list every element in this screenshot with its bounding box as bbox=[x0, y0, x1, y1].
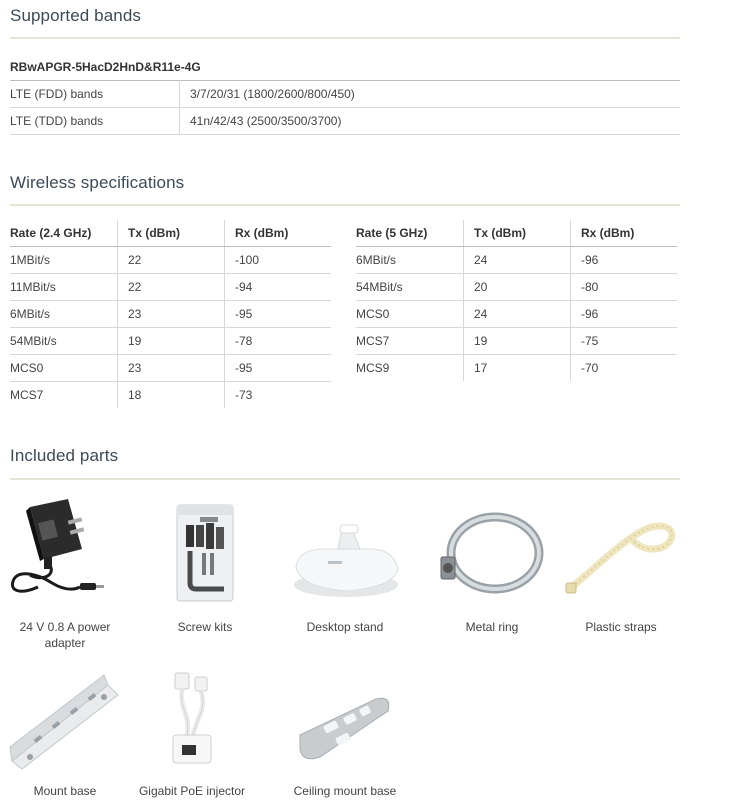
part-power-adapter bbox=[0, 495, 130, 655]
cell-tx: 19 bbox=[118, 328, 225, 355]
cell-rx: -75 bbox=[571, 328, 678, 355]
band-value: 41n/42/43 (2500/3500/3700) bbox=[180, 108, 681, 135]
cell-tx: 24 bbox=[464, 247, 571, 274]
cell-rx: -100 bbox=[225, 247, 332, 274]
part-caption: Desktop stand bbox=[306, 620, 384, 634]
cell-rate: MCS9 bbox=[356, 355, 464, 382]
power-adapter-icon bbox=[0, 495, 130, 605]
table-row bbox=[356, 301, 677, 328]
cell-rx: -95 bbox=[225, 301, 332, 328]
part-caption: Mount base bbox=[33, 784, 97, 798]
cell-rate: 11MBit/s bbox=[10, 274, 118, 301]
table-row bbox=[356, 328, 677, 355]
part-plastic-straps bbox=[556, 495, 686, 655]
cell-tx: 17 bbox=[464, 355, 571, 382]
cell-rx: -96 bbox=[571, 247, 678, 274]
desktop-stand-icon bbox=[280, 495, 410, 605]
table-row bbox=[10, 382, 331, 409]
cell-rate: 6MBit/s bbox=[356, 247, 464, 274]
table-header-row bbox=[10, 220, 331, 247]
wireless-rule bbox=[10, 204, 680, 206]
table-row bbox=[10, 274, 331, 301]
part-caption: 24 V 0.8 A power adapter bbox=[19, 620, 111, 650]
header-tx: Tx (dBm) bbox=[464, 220, 571, 247]
cell-rx: -95 bbox=[225, 355, 332, 382]
table-header-row bbox=[356, 220, 677, 247]
cell-tx: 23 bbox=[118, 355, 225, 382]
wireless-table-5ghz bbox=[356, 220, 677, 381]
supported-bands-title: Supported bands bbox=[10, 6, 141, 25]
cell-rate: 54MBit/s bbox=[10, 328, 118, 355]
screw-kit-icon bbox=[140, 495, 270, 605]
part-caption: Screw kits bbox=[177, 620, 233, 634]
table-row bbox=[10, 81, 680, 108]
cell-rate: MCS0 bbox=[356, 301, 464, 328]
header-rate: Rate (2.4 GHz) bbox=[10, 220, 118, 247]
cell-rate: MCS7 bbox=[10, 382, 118, 409]
ceiling-mount-icon bbox=[280, 665, 410, 775]
poe-injector-icon bbox=[127, 665, 257, 775]
cell-rate: 54MBit/s bbox=[356, 274, 464, 301]
part-caption: Plastic straps bbox=[585, 620, 657, 634]
mount-base-icon bbox=[0, 665, 130, 775]
bands-table bbox=[10, 80, 680, 135]
table-row bbox=[356, 274, 677, 301]
model-name: RBwAPGR-5HacD2HnD&R11e-4G bbox=[10, 60, 201, 74]
table-row bbox=[10, 247, 331, 274]
part-caption: Ceiling mount base bbox=[293, 784, 397, 798]
plastic-strap-icon bbox=[556, 495, 686, 605]
cell-tx: 19 bbox=[464, 328, 571, 355]
table-row bbox=[10, 355, 331, 382]
cell-tx: 24 bbox=[464, 301, 571, 328]
cell-tx: 23 bbox=[118, 301, 225, 328]
cell-rate: 1MBit/s bbox=[10, 247, 118, 274]
part-desktop-stand bbox=[280, 495, 410, 655]
table-row bbox=[356, 247, 677, 274]
header-tx: Tx (dBm) bbox=[118, 220, 225, 247]
band-key: LTE (FDD) bands bbox=[10, 81, 180, 108]
cell-rx: -96 bbox=[571, 301, 678, 328]
cell-rate: MCS7 bbox=[356, 328, 464, 355]
cell-rx: -80 bbox=[571, 274, 678, 301]
wireless-table-2ghz bbox=[10, 220, 331, 408]
header-rx: Rx (dBm) bbox=[571, 220, 678, 247]
cell-tx: 22 bbox=[118, 247, 225, 274]
supported-bands-rule bbox=[10, 37, 680, 39]
table-row bbox=[356, 355, 677, 382]
cell-rx: -73 bbox=[235, 388, 253, 402]
table-row bbox=[10, 328, 331, 355]
cell-tx: 18 bbox=[118, 382, 225, 409]
wireless-title: Wireless specifications bbox=[10, 173, 185, 192]
part-screw-kits bbox=[140, 495, 270, 655]
cell-rate: 6MBit/s bbox=[10, 301, 118, 328]
header-rx: Rx (dBm) bbox=[225, 220, 332, 247]
included-parts-rule bbox=[10, 478, 680, 480]
part-ceiling-mount bbox=[280, 665, 410, 805]
cell-rate: MCS0 bbox=[10, 355, 118, 382]
part-mount-base bbox=[0, 665, 130, 805]
included-parts-title: Included parts bbox=[10, 446, 119, 465]
part-caption: Metal ring bbox=[465, 620, 519, 634]
table-row bbox=[10, 301, 331, 328]
cell-rx: -94 bbox=[225, 274, 332, 301]
cell-tx: 22 bbox=[118, 274, 225, 301]
part-metal-ring bbox=[427, 495, 557, 655]
part-poe-injector bbox=[127, 665, 257, 805]
metal-ring-icon bbox=[427, 495, 557, 605]
cell-tx: 20 bbox=[464, 274, 571, 301]
band-value: 3/7/20/31 (1800/2600/800/450) bbox=[180, 81, 681, 108]
cell-rx: -70 bbox=[581, 361, 599, 375]
cell-rx: -78 bbox=[225, 328, 332, 355]
header-rate: Rate (5 GHz) bbox=[356, 220, 464, 247]
table-row bbox=[10, 108, 680, 135]
band-key: LTE (TDD) bands bbox=[10, 108, 180, 135]
part-caption: Gigabit PoE injector bbox=[138, 784, 246, 798]
